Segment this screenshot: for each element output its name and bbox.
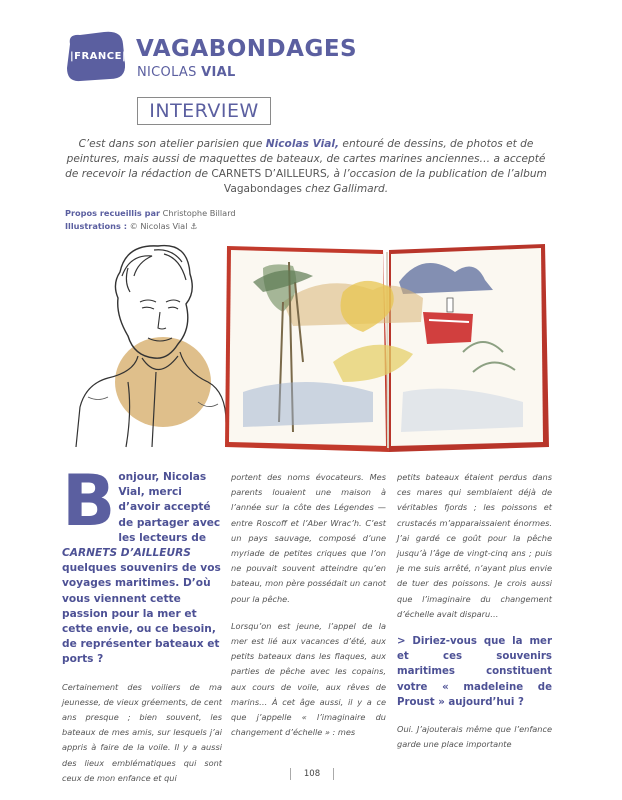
drop-cap: B	[62, 460, 116, 542]
column-2	[231, 470, 386, 740]
column-1	[62, 460, 222, 786]
page-number: 108	[290, 768, 334, 780]
column-3	[397, 470, 552, 752]
lead-question	[62, 460, 222, 668]
answer-paragraph: petits bateaux étaient perdus dans ces mares qui semblaient déjà de véritables fjords ; les poissons et crustacés m’apparaissaient énormes. J’ai gardé ce goût pour la pêche jusqu’à l’âge de vingt-cinq ans ; puis je me suis arrêté, n’ayant plus envie de tuer des poissons. Je crois aussi que l’imaginaire du changement d’échelle avait disparu…	[397, 472, 552, 619]
country-tag: |FRANCE|	[70, 51, 127, 62]
author-name: NICOLAS VIAL	[137, 65, 236, 80]
credit-illustrations: Illustrations : © Nicolas Vial ⚓	[65, 221, 198, 231]
open-book-illustration	[223, 242, 551, 452]
intro-paragraph: C’est dans son atelier parisien que Nicolas Vial, entouré de dessins, de photos et de peintures, mais aussi de maquettes de bateaux, de cartes marines anciennes… a accepté de recevoir la rédaction de CARNETS D’AILLEURS, à l’occasion de la publication de l’album Vagabondages chez Gallimard.	[65, 138, 547, 195]
portrait-illustration	[68, 232, 233, 452]
answer-paragraph: portent des noms évocateurs. Mes parents louaient une maison à l’année sur la côte des Légendes — entre Roscoff et l’Aber Wrac’h. C’est un pays sauvage, composé d’une myriade de petites criques que l’on ne pouvait souvent atteindre qu’en bateau, mon père possédait un canot pour la pêche.	[231, 472, 386, 604]
credits	[65, 207, 236, 233]
credit-interview: Propos recueillis par Christophe Billard	[65, 208, 236, 218]
answer-paragraph: Certainement des voiliers de ma jeunesse, de vieux gréements, de cent ans presque ; bien souvent, les bateaux de mes amis, sur lesquels j’ai appris à faire de la voile. Il y a aussi des lieux emblématiques qui sont ceux de mon enfance et qui	[62, 681, 222, 783]
answer-paragraph: Lorsqu’on est jeune, l’appel de la mer est lié aux vacances d’été, aux petits bateaux dans les flaques, aux parties de pêche avec les copains, aux cours de voile, aux rêves de marins… À cet âge aussi, il y a ce que j’appelle « l’imaginaire du changement d’échelle » : mes	[231, 620, 386, 738]
section-label: INTERVIEW	[137, 97, 271, 125]
series-title: VAGABONDAGES	[136, 36, 358, 62]
answer-paragraph: Oui. J’ajouterais même que l’enfance garde une place importante	[397, 724, 552, 750]
lead-text: onjour, Nicolas Vial, merci d’avoir accepté de partager avec les lecteurs de CARNETS D’AILLEURS quelques souvenirs de vos voyages maritimes. D’où vous viennent cette passion pour la mer et cette envie, ou ce besoin, de représenter bateaux et ports ?	[62, 471, 221, 666]
question-heading: > Diriez-vous que la mer et ces souvenirs maritimes constituent votre « madeleine de Proust » aujourd’hui ?	[397, 636, 552, 708]
